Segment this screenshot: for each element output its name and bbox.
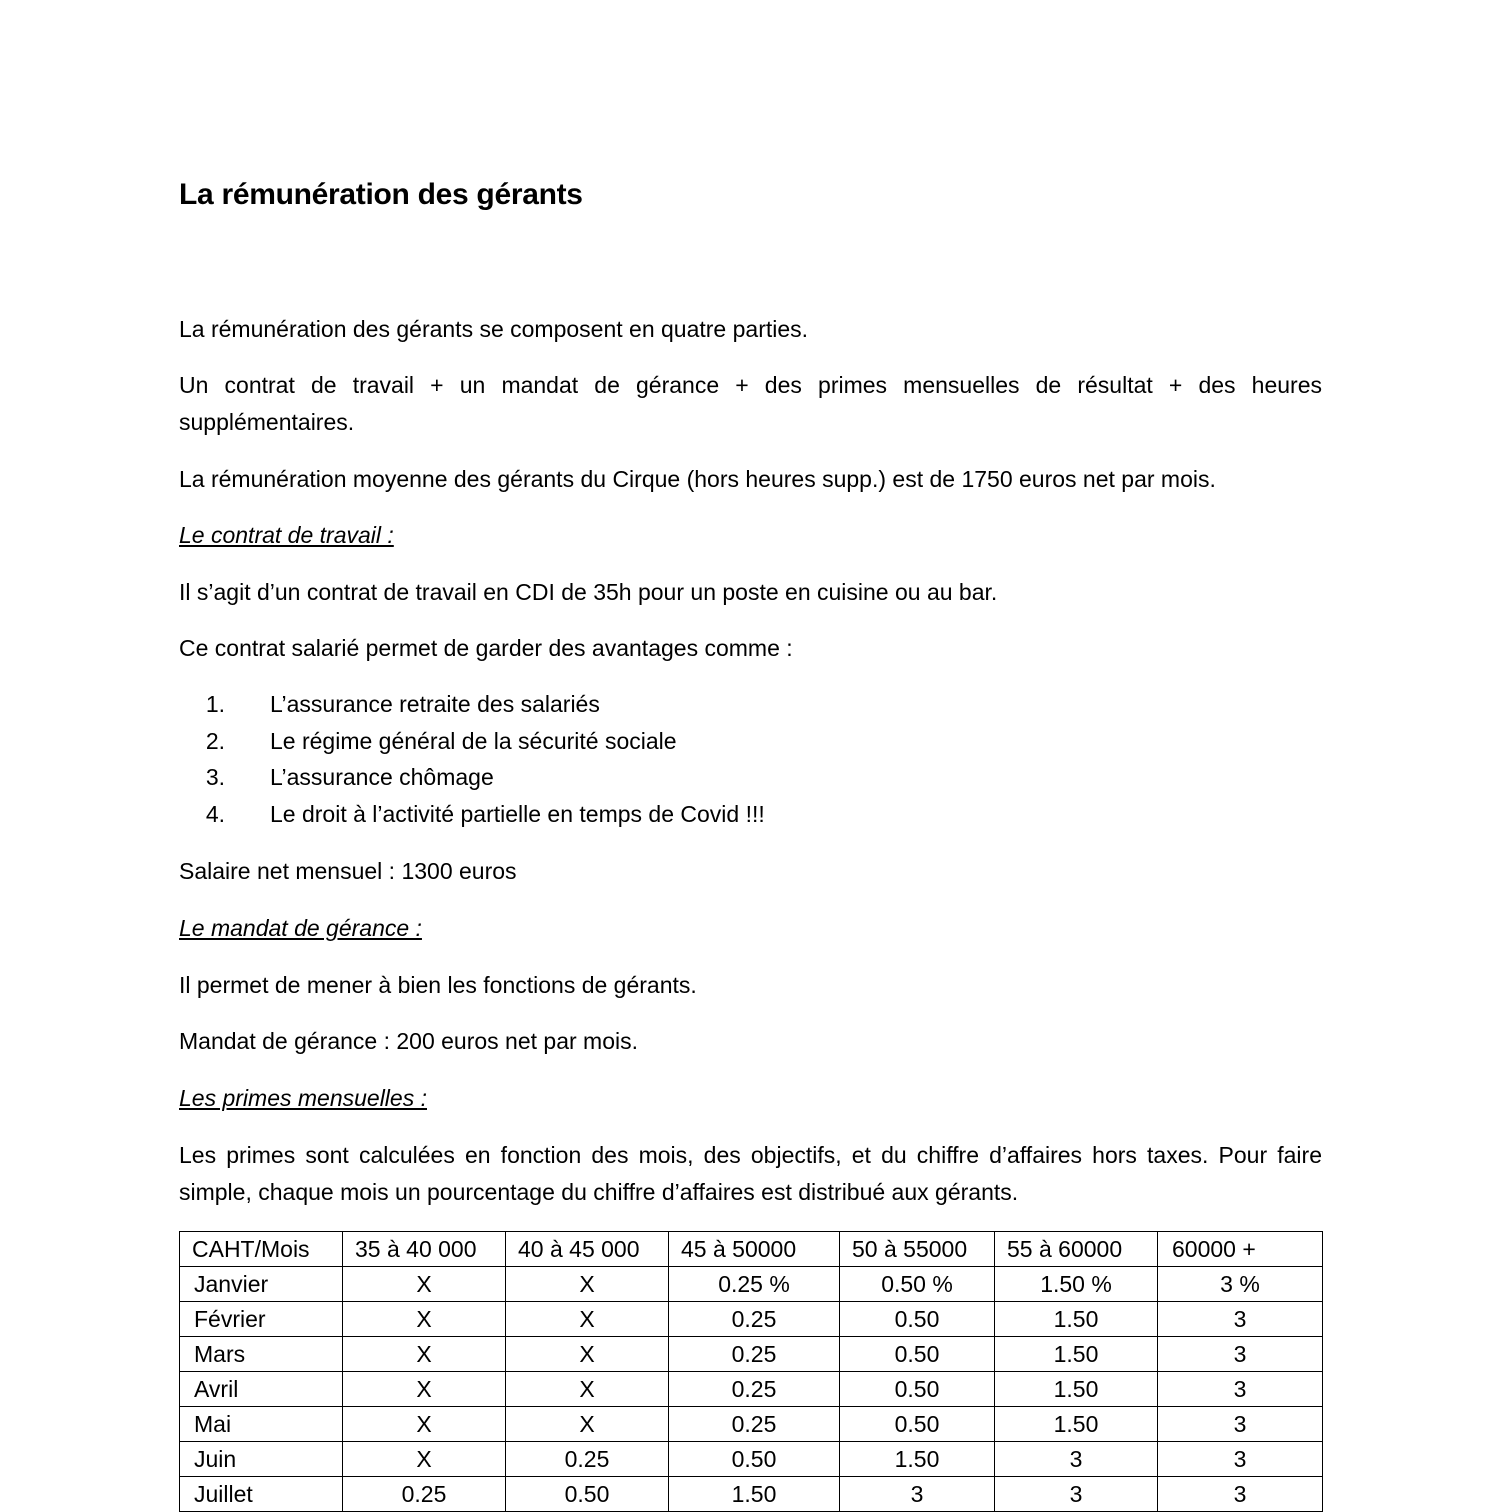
list-number: 4. [205,801,225,828]
table-value-cell: X [343,1442,506,1477]
paragraph-intro: La rémunération des gérants se composent en quatre parties. [179,316,809,342]
paragraph-mandate-desc: Il permet de mener à bien les fonctions de gérants. [179,972,697,998]
table-header-cell: 55 à 60000 [995,1232,1158,1267]
table-header-cell: 45 à 50000 [669,1232,840,1267]
list-item [179,759,765,796]
table-header-cell: 35 à 40 000 [343,1232,506,1267]
table-value-cell: 3 [995,1477,1158,1512]
table-value-cell: 1.50 % [995,1267,1158,1302]
paragraph-components: Un contrat de travail + un mandat de gérance + des primes mensuelles de résultat + des heures supplémentaires. [179,372,1322,435]
table-value-cell: 0.25 [669,1337,840,1372]
table-value-cell: 0.50 [840,1302,995,1337]
table-value-cell: 0.50 [840,1407,995,1442]
table-value-cell: 1.50 [995,1407,1158,1442]
table-header-cell: 60000 + [1158,1232,1323,1267]
list-number: 3. [205,764,225,791]
table-value-cell: X [343,1337,506,1372]
table-row [180,1267,1323,1302]
table-value-cell: 3 [995,1442,1158,1477]
table-value-cell: 0.50 [506,1477,669,1512]
table-row [180,1302,1323,1337]
paragraph-mandate-amount: Mandat de gérance : 200 euros net par mois. [179,1028,639,1054]
table-month-cell: Janvier [180,1267,343,1302]
table-value-cell: 3 [1158,1372,1323,1407]
heading-mandate: Le mandat de gérance : [179,915,422,941]
table-value-cell: 0.50 [840,1337,995,1372]
table-row [180,1442,1323,1477]
table-month-cell: Mai [180,1407,343,1442]
table-month-cell: Février [180,1302,343,1337]
table-value-cell: X [506,1302,669,1337]
table-header-cell: CAHT/Mois [180,1232,343,1267]
table-row [180,1477,1323,1512]
table-value-cell: X [343,1302,506,1337]
table-value-cell: 0.25 [343,1477,506,1512]
list-text: L’assurance retraite des salariés [270,691,600,717]
table-value-cell: 0.25 % [669,1267,840,1302]
table-value-cell: 1.50 [669,1477,840,1512]
table-value-cell: 0.25 [506,1442,669,1477]
paragraph-benefits-intro: Ce contrat salarié permet de garder des avantages comme : [179,635,793,661]
table-value-cell: X [343,1372,506,1407]
paragraph-contract-desc: Il s’agit d’un contrat de travail en CDI de 35h pour un poste en cuisine ou au bar. [179,579,998,605]
table-value-cell: 3 [1158,1337,1323,1372]
table-value-cell: X [343,1407,506,1442]
table-value-cell: 0.25 [669,1372,840,1407]
table-value-cell: 0.25 [669,1407,840,1442]
table-value-cell: 0.50 [840,1372,995,1407]
list-number: 2. [205,727,225,754]
table-value-cell: 3 [1158,1477,1323,1512]
table-value-cell: X [506,1337,669,1372]
table-row [180,1337,1323,1372]
bonus-table [179,1231,1323,1512]
table-value-cell: 3 [840,1477,995,1512]
table-value-cell: 3 [1158,1407,1323,1442]
table-value-cell: 3 [1158,1302,1323,1337]
list-item [179,796,765,833]
table-value-cell: 0.50 % [840,1267,995,1302]
table-value-cell: X [343,1267,506,1302]
heading-contract: Le contrat de travail : [179,522,394,548]
table-month-cell: Juillet [180,1477,343,1512]
table-value-cell: 1.50 [995,1302,1158,1337]
document-title: La rémunération des gérants [179,178,583,211]
paragraph-salary: Salaire net mensuel : 1300 euros [179,858,517,884]
table-header-row [180,1232,1323,1267]
paragraph-bonus-desc: Les primes sont calculées en fonction des mois, des objectifs, et du chiffre d’affaires hors taxes. Pour faire simple, chaque mois un pourcentage du chiffre d’affaires est distribué aux gérants. [179,1142,1322,1205]
list-item [179,723,765,760]
paragraph-average: La rémunération moyenne des gérants du Cirque (hors heures supp.) est de 1750 euros net par mois. [179,466,1216,492]
heading-bonus: Les primes mensuelles : [179,1085,427,1111]
table-value-cell: 0.50 [669,1442,840,1477]
benefits-list [179,686,765,833]
table-value-cell: 1.50 [995,1337,1158,1372]
table-month-cell: Juin [180,1442,343,1477]
list-text: Le droit à l’activité partielle en temps de Covid !!! [270,801,765,828]
table-value-cell: X [506,1267,669,1302]
table-value-cell: 3 % [1158,1267,1323,1302]
table-value-cell: 1.50 [995,1372,1158,1407]
table-month-cell: Mars [180,1337,343,1372]
table-header-cell: 40 à 45 000 [506,1232,669,1267]
table-value-cell: 3 [1158,1442,1323,1477]
table-header-cell: 50 à 55000 [840,1232,995,1267]
table-value-cell: X [506,1407,669,1442]
table-row [180,1407,1323,1442]
table-month-cell: Avril [180,1372,343,1407]
list-number: 1. [205,691,225,717]
table-value-cell: X [506,1372,669,1407]
table-row [180,1372,1323,1407]
list-text: L’assurance chômage [270,764,494,791]
list-item [179,686,765,723]
table-value-cell: 0.25 [669,1302,840,1337]
list-text: Le régime général de la sécurité sociale [270,727,677,754]
table-value-cell: 1.50 [840,1442,995,1477]
